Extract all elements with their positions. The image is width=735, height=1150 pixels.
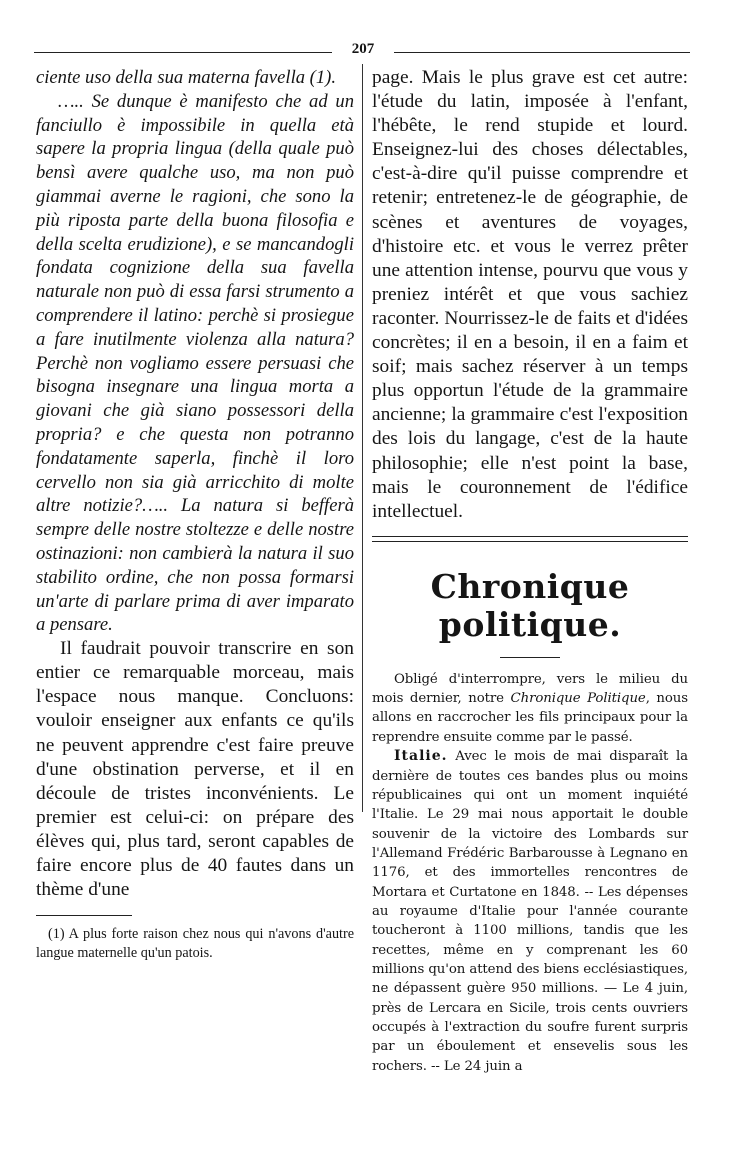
footnote: (1) A plus forte raison chez nous qui n'avons d'autre langue maternelle qu'un patois. (36, 926, 354, 962)
header-rule-right (394, 52, 690, 53)
italie-label: Italie. (394, 748, 448, 765)
left-body-paragraph: Il faudrait pouvoir transcrire en son entier ce remarquable morceau, mais l'espace nous manque. Concluons: vouloir enseigner aux enfants ce qu'ils ne peuvent apprendre c'est faire preuve d'une obstination perverse, et il en découle de tristes inconvénients. Le premier est celui-ci: on prépare des élèves qui, plus tard, seront capables de faire encore plus de 40 fautes dans un thème d'une (36, 638, 354, 901)
right-body-paragraph: page. Mais le plus grave est cet autre: l'étude du latin, imposée à l'enfant, l'hébête, le rend stupide et lourd. Enseignez-lui des choses délectables, c'est-à-dire qu'il puisse comprendre et retenir; entretenez-le de géographie, de scènes et aventures de voyages, d'histoire etc. et vous le verrez prêter une attention intense, pourvu que vous y preniez intérêt et que vous sachiez raconter. Nourrissez-le de faits et d'idées concrètes; il en a besoin, il en a faim et soif; mais sachez réserver à un temps plus opportun l'étude de la grammaire ancienne; la grammaire c'est l'exposition des lois du langage, c'est de la haute philosophie; elle n'est point la base, mais le couronnement de l'édifice intellectuel. (372, 67, 688, 522)
header-rule-left (34, 52, 332, 53)
chronique-intro (372, 670, 688, 747)
chronique-intro-b: , nous allons en raccrocher les fils principaux pour la reprendre ensuite comme par le passé. (372, 691, 688, 745)
chronique-intro-a: Obligé d'interrompre, vers le milieu du mois dernier, notre (372, 671, 688, 707)
left-column (36, 66, 354, 963)
page-number: 207 (351, 41, 375, 57)
italie-text: Avec le mois de mai disparaît la dernière de toutes ces bandes plus ou moins républicaines qui ont un moment inquiété l'Italie. Le 29 mai nous apportait le double souvenir de la victoire des Lombards sur l'Allemand Frédéric Barbarousse à Legnano en 1176, et des immortelles rencontres de Mortara et Curtatone en 1848. -- Les dépenses au royaume d'Italie pour l'année courante toucheront à 1100 millions, tandis que les recettes, même en y comprenant les 60 millions qu'on attend des biens ecclésiastiques, ne dépassent guère 950 millions. — Le 4 juin, près de Lercara en Sicile, trois cents ouvriers occupés à l'extraction du soufre furent surpris par un éboulement et ensevelis sous les rochers. -- Le 24 juin a (372, 749, 688, 1074)
section-title: Chronique politique. (430, 566, 630, 644)
chronique-intro-em: Chronique Politique (510, 691, 646, 707)
italian-quote-continuation: ciente uso della sua materna favella (1). (36, 67, 337, 88)
column-divider (362, 64, 363, 812)
italian-quote-paragraph: ….. Se dunque è manifesto che ad un fanciullo è impossibile in quella età sapere la propria lingua (della quale può bensì avere qualche uso, ma non può giammai averne le ragioni, che sono la più riposta parte della buona filosofia e della scelta erudizione), e se mancandogli fondata cognizione della sua favella naturale non può di essa farsi strumento a comprendere il latino: perchè si prosiegue a fare inutilmente violenza alla natura? Perchè non vogliamo essere persuasi che bisogna insegnare una lingua morta a giovani che già siano possessori della propria? e che questa non potranno fondatamente saperla, finchè il loro cervello non sia già arricchito di molte altre notizie?….. La natura si befferà sempre delle nostre stoltezze e delle nostre ostinazioni: non cambierà la natura il suo stabilito ordine, che non possa formarsi un'arte di parlare prima di aver imparato a pensare. (36, 90, 354, 636)
section-separator (372, 536, 688, 542)
right-column (372, 66, 688, 1076)
chronique-italie (372, 747, 688, 1076)
footnote-rule (36, 915, 132, 916)
title-rule (500, 657, 560, 658)
page-header (34, 41, 690, 58)
